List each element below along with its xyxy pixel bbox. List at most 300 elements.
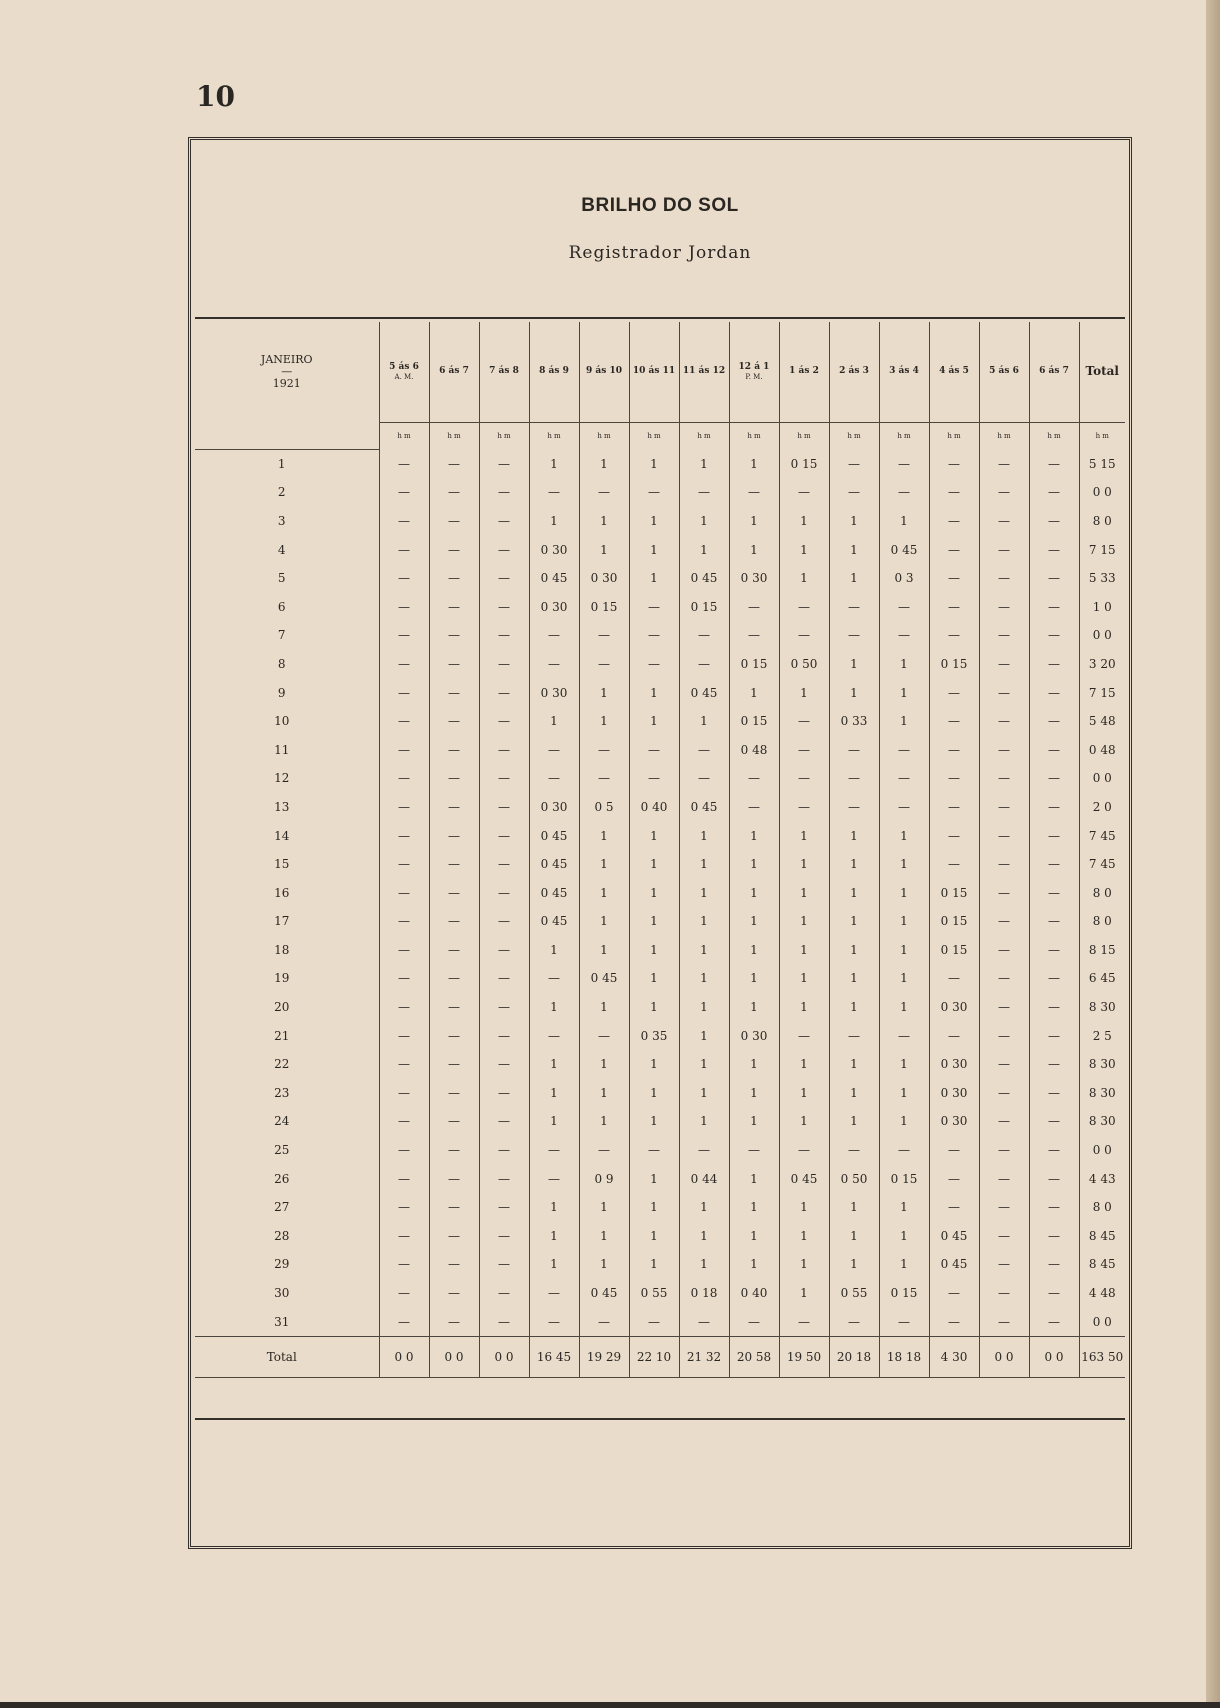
sunshine-cell: 0 15 [929, 907, 979, 936]
sunshine-cell: — [1029, 1250, 1079, 1279]
sunshine-cell: — [429, 678, 479, 707]
unit-row [195, 423, 1125, 450]
sunshine-cell: — [779, 478, 829, 507]
page-title: BRILHO DO SOL [581, 195, 739, 216]
sunshine-cell: 1 [779, 850, 829, 879]
sunshine-cell: — [1029, 650, 1079, 679]
sunshine-cell: — [479, 1050, 529, 1079]
sunshine-cell: — [929, 707, 979, 736]
sunshine-cell: 1 [729, 1050, 779, 1079]
sunshine-cell: — [1029, 1193, 1079, 1222]
table-row [195, 1222, 1125, 1251]
sunshine-cell: — [729, 592, 779, 621]
sunshine-cell: 0 45 [929, 1222, 979, 1251]
sunshine-cell: — [379, 621, 429, 650]
sunshine-cell: 0 15 [879, 1279, 929, 1308]
table-row [195, 1079, 1125, 1108]
day-total: 8 30 [1079, 993, 1125, 1022]
sunshine-cell: — [479, 592, 529, 621]
day-total: 0 0 [1079, 621, 1125, 650]
sunshine-cell: 1 [879, 1050, 929, 1079]
sunshine-cell: — [679, 1307, 729, 1336]
sunshine-cell: 1 [579, 678, 629, 707]
sunshine-cell: 0 30 [729, 1021, 779, 1050]
sunshine-cell: 1 [829, 1193, 879, 1222]
sunshine-cell: — [1029, 621, 1079, 650]
sunshine-cell: — [979, 964, 1029, 993]
sunshine-cell: — [1029, 1279, 1079, 1308]
sunshine-cell: 1 [729, 936, 779, 965]
day-total: 0 0 [1079, 1136, 1125, 1165]
sunshine-cell: — [879, 449, 929, 478]
sunshine-cell: — [479, 535, 529, 564]
month-header [195, 322, 379, 423]
sunshine-cell: — [529, 764, 579, 793]
day-number: 18 [274, 942, 290, 957]
sunshine-cell: — [979, 449, 1029, 478]
sunshine-cell: — [579, 650, 629, 679]
sunshine-cell: 0 30 [729, 564, 779, 593]
sunshine-cell: — [429, 1107, 479, 1136]
sunshine-cell: — [679, 764, 729, 793]
day-total: 8 30 [1079, 1079, 1125, 1108]
sunshine-cell: 0 45 [929, 1250, 979, 1279]
sunshine-cell: 1 [529, 1222, 579, 1251]
day-number: 25 [274, 1143, 290, 1158]
sunshine-cell: 0 30 [529, 535, 579, 564]
hour-column-header [1029, 322, 1079, 423]
day-number: 29 [274, 1257, 290, 1272]
sunshine-cell: — [479, 907, 529, 936]
sunshine-cell: — [979, 993, 1029, 1022]
column-total: 0 0 [979, 1336, 1029, 1377]
sunshine-cell: 0 45 [579, 964, 629, 993]
column-total: 0 0 [379, 1336, 429, 1377]
sunshine-cell: — [679, 735, 729, 764]
sunshine-cell: — [429, 1079, 479, 1108]
sunshine-cell: — [1029, 764, 1079, 793]
sunshine-cell: — [829, 478, 879, 507]
sunshine-cell: — [479, 964, 529, 993]
sunshine-cell: — [479, 1193, 529, 1222]
column-total: 0 0 [429, 1336, 479, 1377]
table-row [195, 964, 1125, 993]
sunshine-cell: — [429, 1279, 479, 1308]
sunshine-cell: — [979, 793, 1029, 822]
day-number: 30 [274, 1286, 290, 1301]
sunshine-cell: — [979, 1107, 1029, 1136]
pm-mark: P. M. [745, 373, 763, 382]
hour-column-header [679, 322, 729, 423]
sunshine-cell: 1 [629, 564, 679, 593]
sunshine-cell: 1 [829, 507, 879, 536]
sunshine-cell: 1 [679, 993, 729, 1022]
sunshine-cell: — [379, 650, 429, 679]
sunshine-cell: — [429, 907, 479, 936]
hour-column-header [629, 322, 679, 423]
sunshine-cell: 1 [779, 1107, 829, 1136]
day-number: 9 [277, 685, 286, 700]
sunshine-cell: — [929, 821, 979, 850]
sunshine-cell: 1 [579, 993, 629, 1022]
sunshine-cell: — [379, 907, 429, 936]
table-row [195, 1307, 1125, 1336]
sunshine-cell: — [529, 735, 579, 764]
sunshine-cell: 1 [729, 1107, 779, 1136]
sunshine-cell: — [379, 964, 429, 993]
sunshine-cell: — [479, 507, 529, 536]
day-total: 1 0 [1079, 592, 1125, 621]
sunshine-cell: — [429, 1021, 479, 1050]
sunshine-cell: — [979, 821, 1029, 850]
sunshine-cell: — [429, 764, 479, 793]
hour-column-header [879, 322, 929, 423]
sunshine-cell: 1 [629, 850, 679, 879]
sunshine-cell: 1 [679, 1107, 729, 1136]
sunshine-cell: 1 [829, 1107, 879, 1136]
table-row [195, 764, 1125, 793]
totals-label: Total [195, 1336, 379, 1377]
sunshine-cell: — [779, 1307, 829, 1336]
sunshine-cell: — [379, 707, 429, 736]
sunshine-cell: 1 [879, 1222, 929, 1251]
sunshine-cell: — [379, 1250, 429, 1279]
table-row [195, 564, 1125, 593]
day-total: 0 0 [1079, 1307, 1125, 1336]
sunshine-cell: 1 [729, 1250, 779, 1279]
hour-column-header [429, 322, 479, 423]
sunshine-cell: — [429, 1164, 479, 1193]
sunshine-cell: 1 [779, 821, 829, 850]
hour-column-header [979, 322, 1029, 423]
sunshine-cell: 1 [679, 1021, 729, 1050]
sunshine-cell: 1 [529, 1050, 579, 1079]
column-label: 2 ás 3 [839, 366, 869, 377]
day-total: 8 0 [1079, 507, 1125, 536]
sunshine-cell: — [429, 507, 479, 536]
sunshine-cell: — [379, 564, 429, 593]
day-number: 17 [274, 914, 290, 929]
hour-column-header [729, 322, 779, 423]
sunshine-cell: 1 [629, 507, 679, 536]
table-frame [188, 137, 1132, 1549]
sunshine-cell: — [1029, 936, 1079, 965]
sunshine-cell: — [629, 735, 679, 764]
sunshine-cell: — [479, 850, 529, 879]
hour-column-header [479, 322, 529, 423]
sunshine-cell: — [379, 1193, 429, 1222]
sunshine-cell: — [979, 507, 1029, 536]
sunshine-cell: — [979, 478, 1029, 507]
table-row [195, 1164, 1125, 1193]
sunshine-cell: — [829, 1307, 879, 1336]
sunshine-cell: 1 [879, 1079, 929, 1108]
sunshine-cell: 1 [829, 993, 879, 1022]
sunshine-cell: — [929, 964, 979, 993]
sunshine-cell: — [429, 592, 479, 621]
column-label: 10 ás 11 [632, 366, 676, 377]
sunshine-cell: — [429, 735, 479, 764]
sunshine-cell: — [529, 964, 579, 993]
sunshine-cell: 1 [779, 1250, 829, 1279]
column-label: 7 ás 8 [489, 366, 519, 377]
table-row [195, 1021, 1125, 1050]
sunshine-cell: 1 [629, 1050, 679, 1079]
sunshine-cell: 0 45 [529, 564, 579, 593]
table-row [195, 878, 1125, 907]
day-number: 24 [274, 1114, 290, 1129]
day-total: 2 0 [1079, 793, 1125, 822]
day-number: 1 [277, 456, 286, 471]
sunshine-cell: — [629, 592, 679, 621]
unit-label: h m [929, 423, 979, 450]
sunshine-cell: 1 [529, 936, 579, 965]
sunshine-cell: 1 [579, 1222, 629, 1251]
sunshine-cell: 1 [829, 1250, 879, 1279]
sunshine-cell: 1 [829, 964, 879, 993]
sunshine-cell: — [979, 850, 1029, 879]
day-total: 5 15 [1079, 449, 1125, 478]
sunshine-cell: — [1029, 964, 1079, 993]
sunshine-cell: — [679, 478, 729, 507]
sunshine-cell: 1 [879, 878, 929, 907]
sunshine-cell: — [579, 478, 629, 507]
sunshine-cell: — [579, 1307, 629, 1336]
sunshine-cell: — [929, 850, 979, 879]
sunshine-cell: 0 15 [779, 449, 829, 478]
hour-column-header [929, 322, 979, 423]
sunshine-cell: — [1029, 878, 1079, 907]
sunshine-cell: 1 [879, 993, 929, 1022]
table-row [195, 793, 1125, 822]
sunshine-cell: 1 [579, 936, 629, 965]
sunshine-cell: — [379, 535, 429, 564]
sunshine-cell: 0 55 [829, 1279, 879, 1308]
sunshine-cell: 1 [779, 535, 829, 564]
sunshine-cell: 1 [579, 1107, 629, 1136]
sunshine-cell: — [929, 1021, 979, 1050]
sunshine-cell: — [1029, 821, 1079, 850]
sunshine-cell: 0 15 [579, 592, 629, 621]
sunshine-cell: — [1029, 478, 1079, 507]
sunshine-cell: 1 [679, 850, 729, 879]
sunshine-cell: — [479, 821, 529, 850]
sunshine-cell: 1 [829, 1050, 879, 1079]
sunshine-cell: — [929, 1307, 979, 1336]
day-total: 8 30 [1079, 1050, 1125, 1079]
sunshine-cell: — [979, 1164, 1029, 1193]
day-total: 0 48 [1079, 735, 1125, 764]
year-label: 1921 [272, 377, 301, 391]
sunshine-cell: — [1029, 793, 1079, 822]
sunshine-cell: — [429, 1050, 479, 1079]
sunshine-cell: 0 15 [729, 707, 779, 736]
sunshine-cell: — [779, 764, 829, 793]
day-number: 2 [277, 485, 286, 500]
sunshine-cell: — [829, 1021, 879, 1050]
day-number: 19 [274, 971, 290, 986]
sunshine-cell: 1 [779, 1079, 829, 1108]
sunshine-cell: 1 [779, 678, 829, 707]
sunshine-cell: 0 45 [529, 907, 579, 936]
sunshine-cell: 0 15 [729, 650, 779, 679]
sunshine-cell: 0 45 [529, 821, 579, 850]
sunshine-cell: 1 [879, 650, 929, 679]
sunshine-cell: 1 [729, 878, 779, 907]
sunshine-cell: — [679, 1136, 729, 1165]
sunshine-cell: 1 [629, 821, 679, 850]
day-number: 13 [274, 799, 290, 814]
unit-label: h m [729, 423, 779, 450]
sunshine-cell: — [979, 1307, 1029, 1336]
sunshine-cell: — [779, 735, 829, 764]
sunshine-cell: 1 [679, 1079, 729, 1108]
sunshine-cell: — [629, 650, 679, 679]
sunshine-cell: 1 [729, 1193, 779, 1222]
column-total: 0 0 [1029, 1336, 1079, 1377]
sunshine-cell: — [429, 707, 479, 736]
sunshine-cell: 1 [829, 1079, 879, 1108]
sunshine-cell: 1 [579, 850, 629, 879]
sunshine-cell: — [379, 735, 429, 764]
sunshine-cell: — [1029, 707, 1079, 736]
table-row [195, 907, 1125, 936]
sunshine-cell: 1 [629, 1193, 679, 1222]
day-total: 4 48 [1079, 1279, 1125, 1308]
sunshine-cell: — [529, 478, 579, 507]
column-label: 9 ás 10 [586, 366, 622, 377]
sunshine-cell: — [379, 1279, 429, 1308]
sunshine-cell: 1 [629, 1222, 679, 1251]
sunshine-cell: — [429, 478, 479, 507]
table-row [195, 478, 1125, 507]
sunshine-cell: — [379, 1164, 429, 1193]
sunshine-cell: — [379, 1136, 429, 1165]
sunshine-cell: 1 [729, 507, 779, 536]
day-total: 8 0 [1079, 907, 1125, 936]
sunshine-cell: 1 [829, 1222, 879, 1251]
sunshine-cell: — [729, 1136, 779, 1165]
sunshine-cell: — [979, 1279, 1029, 1308]
sunshine-cell: 0 40 [729, 1279, 779, 1308]
sunshine-cell: — [429, 1193, 479, 1222]
sunshine-cell: 0 9 [579, 1164, 629, 1193]
sunshine-cell: — [379, 850, 429, 879]
sunshine-cell: 1 [579, 1193, 629, 1222]
sunshine-cell: — [379, 592, 429, 621]
sunshine-cell: 0 15 [879, 1164, 929, 1193]
sunshine-cell: — [979, 678, 1029, 707]
sunshine-cell: — [479, 1021, 529, 1050]
sunshine-cell: — [429, 850, 479, 879]
sunshine-table [195, 322, 1125, 1378]
sunshine-cell: — [479, 564, 529, 593]
sunshine-cell: 1 [779, 1222, 829, 1251]
sunshine-cell: 1 [529, 1250, 579, 1279]
sunshine-cell: 1 [529, 507, 579, 536]
sunshine-cell: — [479, 1079, 529, 1108]
sunshine-cell: — [1029, 1050, 1079, 1079]
sunshine-cell: — [779, 1136, 829, 1165]
unit-label: h m [979, 423, 1029, 450]
sunshine-cell: 1 [829, 850, 879, 879]
sunshine-cell: 1 [629, 993, 679, 1022]
sunshine-cell: — [479, 1164, 529, 1193]
sunshine-cell: — [879, 793, 929, 822]
sunshine-cell: — [379, 793, 429, 822]
table-row [195, 707, 1125, 736]
sunshine-cell: — [979, 1136, 1029, 1165]
sunshine-cell: — [1029, 1136, 1079, 1165]
day-number: 21 [274, 1028, 290, 1043]
page-number: 10 [196, 80, 235, 113]
sunshine-cell: 1 [729, 1164, 779, 1193]
day-number: 26 [274, 1171, 290, 1186]
day-total: 5 48 [1079, 707, 1125, 736]
sunshine-cell: — [479, 735, 529, 764]
sunshine-cell: — [1029, 678, 1079, 707]
unit-label: h m [1079, 423, 1125, 450]
sunshine-cell: — [779, 621, 829, 650]
column-total: 22 10 [629, 1336, 679, 1377]
sunshine-cell: 1 [879, 678, 929, 707]
sunshine-cell: 0 45 [879, 535, 929, 564]
sunshine-cell: 1 [779, 907, 829, 936]
sunshine-cell: 1 [629, 964, 679, 993]
sunshine-cell: — [879, 764, 929, 793]
day-total: 7 15 [1079, 535, 1125, 564]
sunshine-cell: 1 [879, 821, 929, 850]
day-total: 0 0 [1079, 764, 1125, 793]
sunshine-cell: 1 [729, 964, 779, 993]
sunshine-cell: 1 [729, 1222, 779, 1251]
table-row [195, 678, 1125, 707]
sunshine-cell: 1 [729, 850, 779, 879]
sunshine-cell: 1 [529, 1107, 579, 1136]
sunshine-cell: 0 44 [679, 1164, 729, 1193]
sunshine-cell: 1 [579, 507, 629, 536]
sunshine-cell: — [429, 964, 479, 993]
sunshine-cell: 1 [879, 936, 929, 965]
sunshine-cell: 1 [629, 907, 679, 936]
day-number: 27 [274, 1200, 290, 1215]
sunshine-cell: — [479, 449, 529, 478]
column-label: 6 ás 7 [1039, 366, 1069, 377]
column-total: 0 0 [479, 1336, 529, 1377]
sunshine-cell: 1 [629, 449, 679, 478]
sunshine-cell: 1 [579, 821, 629, 850]
sunshine-cell: 1 [779, 1279, 829, 1308]
sunshine-cell: 0 50 [829, 1164, 879, 1193]
sunshine-cell: — [829, 764, 879, 793]
sunshine-cell: 0 30 [579, 564, 629, 593]
sunshine-cell: — [429, 535, 479, 564]
sunshine-cell: — [829, 793, 879, 822]
sunshine-cell: — [679, 650, 729, 679]
table-row [195, 592, 1125, 621]
sunshine-cell: — [379, 507, 429, 536]
sunshine-cell: — [529, 650, 579, 679]
sunshine-cell: 1 [879, 907, 929, 936]
month-label: JANEIRO [260, 352, 313, 366]
day-number: 3 [277, 513, 286, 528]
unit-label: h m [529, 423, 579, 450]
day-number: 23 [274, 1085, 290, 1100]
sunshine-cell: 0 30 [929, 1107, 979, 1136]
unit-label: h m [429, 423, 479, 450]
day-number: 6 [277, 599, 286, 614]
table-row [195, 621, 1125, 650]
